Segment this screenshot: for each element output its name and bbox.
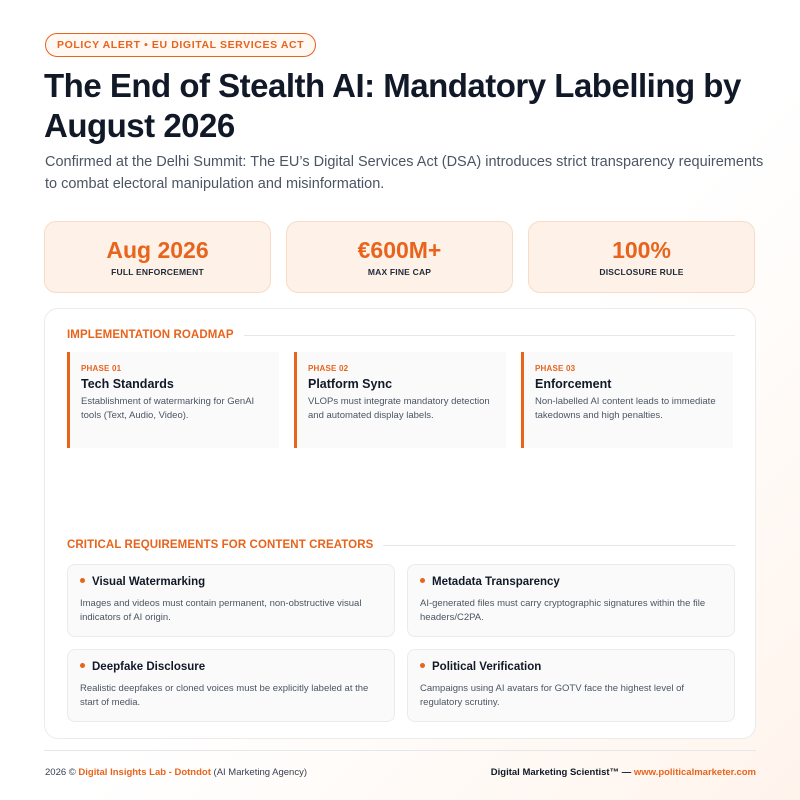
footer-signature: [491, 767, 756, 778]
stat-card-disclosure: [528, 221, 755, 293]
stat-value: 100%: [612, 237, 671, 263]
phase-title: Platform Sync: [308, 377, 393, 391]
phase-title: Enforcement: [535, 377, 612, 391]
divider: [244, 335, 735, 336]
phase-number: PHASE 03: [535, 364, 576, 373]
requirement-description: Campaigns using AI avatars for GOTV face the highest level of regulatory scrutiny.: [420, 683, 685, 708]
phase-card-02: [294, 352, 506, 448]
phase-card-01: [67, 352, 279, 448]
stat-label: MAX FINE CAP: [367, 267, 432, 277]
phase-title: Tech Standards: [81, 377, 174, 391]
bullet-dot-icon: [420, 663, 425, 668]
stat-label: DISCLOSURE RULE: [599, 267, 684, 277]
stat-label: FULL ENFORCEMENT: [111, 267, 204, 277]
requirement-title: Political Verification: [432, 661, 542, 673]
requirement-card-metadata: [407, 564, 735, 637]
roadmap-heading-text: IMPLEMENTATION ROADMAP: [67, 329, 234, 341]
policy-alert-badge: POLICY ALERT • EU DIGITAL SERVICES ACT: [45, 33, 316, 57]
requirement-description: Images and videos must contain permanent, non-obstructive visual indicators of AI origin.: [80, 598, 362, 623]
stat-value: €600M+: [357, 237, 442, 263]
phase-card-03: [521, 352, 733, 448]
content-card: [44, 308, 756, 739]
phase-description: Non-labelled AI content leads to immediate takedowns and high penalties.: [535, 396, 716, 421]
requirement-description: AI-generated files must carry cryptographic signatures within the file headers/C2PA.: [420, 598, 706, 623]
requirement-card-political: [407, 649, 735, 722]
stat-card-fine-cap: [286, 221, 513, 293]
footer-brand-link[interactable]: Digital Insights Lab - Dotndot: [78, 767, 211, 778]
phase-description: VLOPs must integrate mandatory detection and automated display labels.: [308, 396, 490, 421]
bullet-dot-icon: [420, 578, 425, 583]
requirements-heading-text: CRITICAL REQUIREMENTS FOR CONTENT CREATORS: [67, 539, 374, 551]
footer-agency: (AI Marketing Agency): [213, 767, 307, 778]
requirement-description: Realistic deepfakes or cloned voices must be explicitly labeled at the start of media.: [80, 683, 369, 708]
footer-right-label: Digital Marketing Scientist™ —: [490, 767, 632, 778]
requirements-heading: [67, 537, 735, 553]
phase-number: PHASE 01: [81, 364, 122, 373]
stat-card-enforcement: [44, 221, 271, 293]
page-title: The End of Stealth AI: Mandatory Labelling by August 2026: [44, 67, 741, 144]
requirement-title: Visual Watermarking: [92, 576, 206, 588]
footer-url-link[interactable]: www.politicalmarketer.com: [633, 767, 756, 778]
requirement-title: Deepfake Disclosure: [92, 661, 206, 673]
requirement-title: Metadata Transparency: [432, 576, 560, 588]
stat-value: Aug 2026: [106, 237, 209, 263]
bullet-dot-icon: [80, 663, 85, 668]
phase-description: Establishment of watermarking for GenAI tools (Text, Audio, Video).: [81, 396, 255, 421]
divider: [383, 545, 735, 546]
footer-credit: [45, 767, 307, 778]
footer-divider: [44, 750, 756, 751]
bullet-dot-icon: [80, 578, 85, 583]
page-subtitle: Confirmed at the Delhi Summit: The EU’s Digital Services Act (DSA) introduces strict transparency requirements to combat electoral manipulation and misinformation.: [45, 154, 764, 192]
requirement-card-deepfake: [67, 649, 395, 722]
phase-number: PHASE 02: [308, 364, 349, 373]
roadmap-heading: [67, 327, 735, 343]
footer-year: 2026 ©: [45, 767, 76, 778]
requirement-card-watermarking: [67, 564, 395, 637]
